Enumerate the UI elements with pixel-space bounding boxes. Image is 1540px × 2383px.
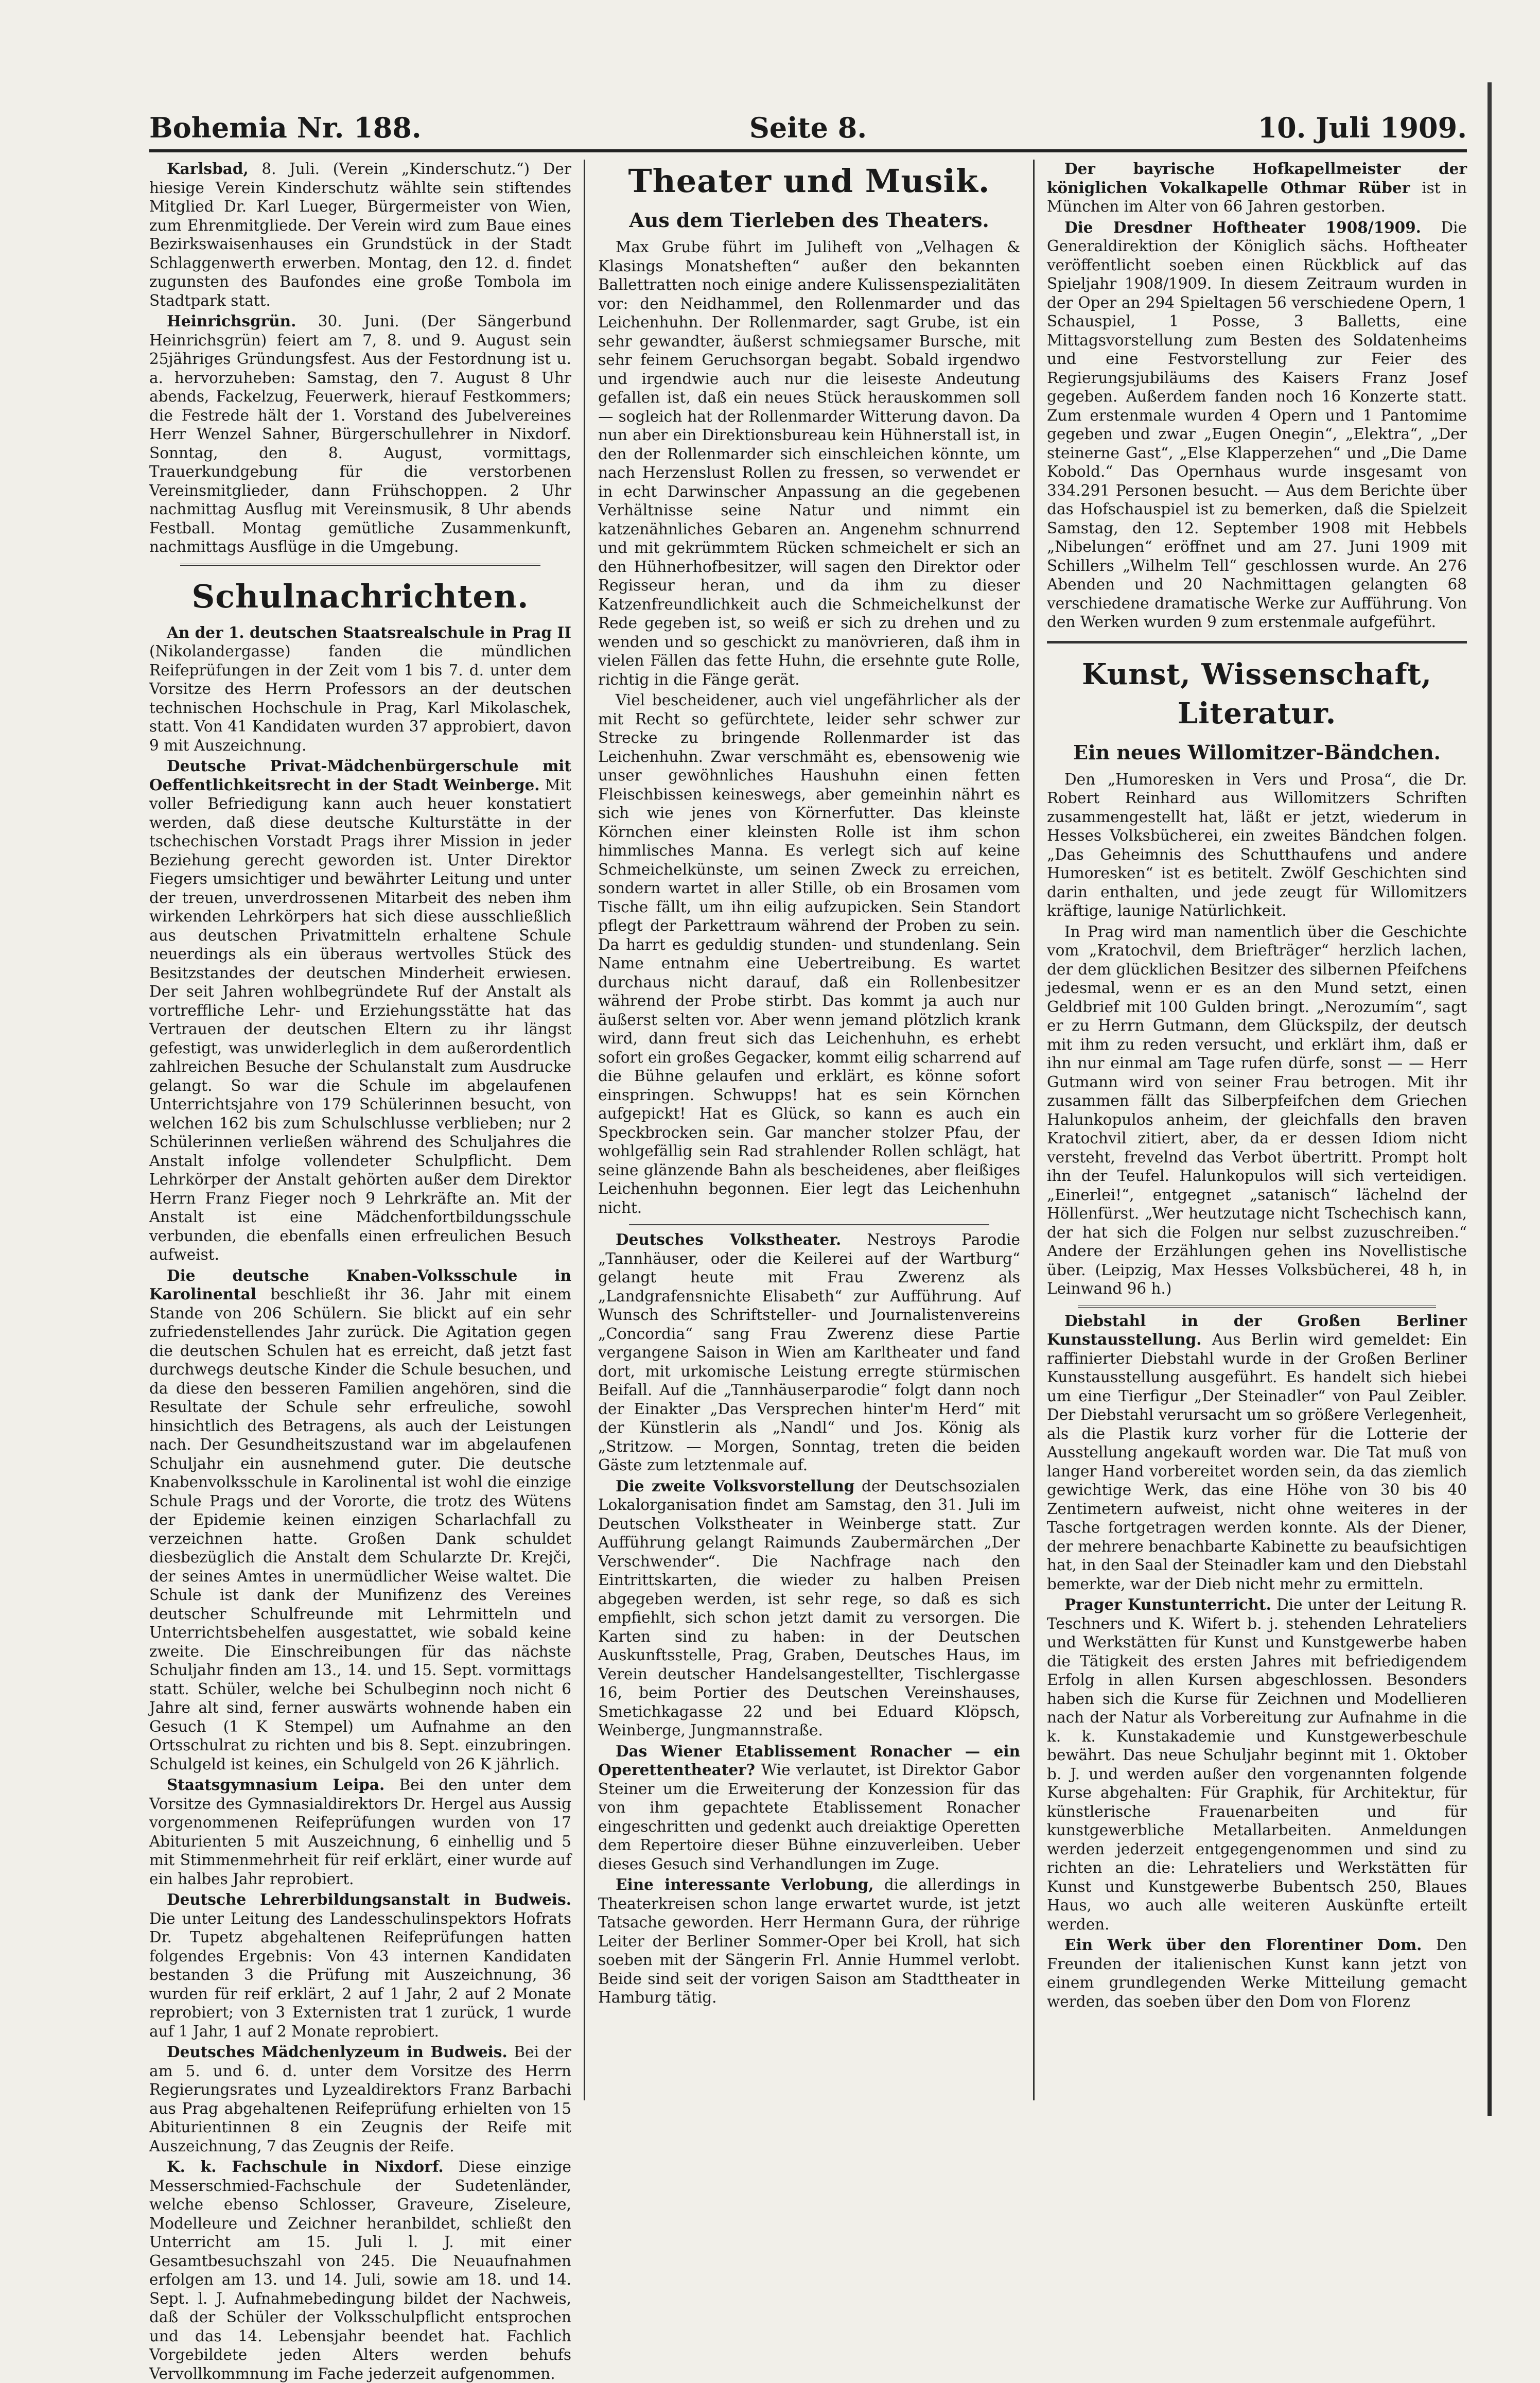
news-item: Das Wiener Etablissement Ronacher — ein Operettentheater? Wie verlautet, ist Direktor Gabor Steiner um die Erweiterung der Konzession für das von ihm gepachtete Etablissement Ronacher eingeschritten und gedenkt auch dreiaktige Operetten dem Repertoire dieser Bühne einzuverleiben. Ueber dieses Gesuch sind Verhandlungen im Zuge. xyxy=(598,1742,1020,1873)
article-paragraph: Viel bescheidener, auch viel ungefährlicher als der mit Recht so gefürchtete, leider sehr schwer zur Strecke zu bringende Rollenmarder ist das Leichenhuhn. Zwar verschmäht es, ebensowenig wie unser gewöhnliches Haushuhn einen fetten Fleischbissen keineswegs, aber gemeinhin nährt es sich wie jenes von Körnerfutter. Das kleinste Körnchen einer kleinsten Rolle ist ihm schon himmlisches Manna. Es verlegt sich auf keine Schmeichelkünste, um seinen Zweck zu erreichen, sondern wartet in aller Stille, ob ein Brosamen vom Tische fällt, um ihn eilig aufzupicken. Sein Standort pflegt der Parkettraum während der Proben zu sein. Da harrt es geduldig stunden- und stundenlang. Sein Name entnahm eine Uebertreibung. Es wartet durchaus nicht darauf, daß ein Rollenbesitzer während der Probe stirbt. Das kommt ja auch nur äußerst selten vor. Aber wenn jemand plötzlich krank wird, dann freut sich das Leichenhuhn, es erhebt sofort ein großes Gegacker, kommt eilig scharrend auf die Bühne gelaufen und erklärt, es könne sofort einspringen. Schwupps! hat es sein Körnchen aufgepickt! Hat es Glück, so kann es auch ein Speckbrocken sein. Gar mancher stolzer Pfau, der wohlgefällig sein Rad strahlender Rollen schlägt, hat seine glänzende Bahn als bescheidenes, aber fleißiges Leichenhuhn begonnen. Eier legt das Leichenhuhn nicht. xyxy=(598,691,1020,1216)
header-date: 10. Juli 1909. xyxy=(1257,111,1467,144)
news-item: K. k. Fachschule in Nixdorf. Diese einzige Messerschmied-Fachschule der Sudetenländer, welche ebenso Schlosser, Graveure, Ziseleure, Modelleure und Zeichner heranbildet, schließt den Unterricht am 15. Juli l. J. mit einer Gesamtbesuchszahl von 245. Die Neuaufnahmen erfolgen am 13. und 14. Juli, sowie am 18. und 14. Sept. l. J. Aufnahmebedingung bildet der Nachweis, daß der Schüler der Volksschulpflicht entsprochen und das 14. Lebensjahr beendet hat. Fachlich Vorgebildete jeden Alters werden behufs Vervollkommnung im Fache jederzeit aufgenommen. xyxy=(149,2158,571,2382)
news-item: Staatsgymnasium Leipa. Bei den unter dem Vorsitze des Gymnasialdirektors Dr. Hergel aus Aussig vorgenommenen Reifeprüfungen wurden von 17 Abiturienten 5 mit Auszeichnung, 6 einhellig und 5 mit Stimmenmehrheit für reif erklärt, einer wurde auf ein halbes Jahr reprobiert. xyxy=(149,1776,571,1888)
section-divider xyxy=(180,564,540,566)
news-item: Deutsche Lehrerbildungsanstalt in Budweis. Die unter Leitung des Landesschulinspektors Hofrats Dr. Tupetz abgehaltenen Reifeprüfungen hatten folgendes Ergebnis: Von 43 internen Kandidaten bestanden 3 die Prüfung mit Auszeichnung, 36 wurden für reif erklärt, 2 auf 1 Jahr, 2 auf 2 Monate reprobiert; von 3 Externisten trat 1 zurück, 1 wurde auf 1 Jahr, 1 auf 2 Monate reprobiert. xyxy=(149,1890,571,2040)
article-paragraph: Max Grube führt im Juliheft von „Velhagen & Klasings Monatsheften“ außer den bekannten Ballettratten noch einige andere Kulissenspezialitäten vor: den Neidhammel, den Rollenmarder und das Leichenhuhn. Der Rollenmarder, sagt Grube, ist ein sehr gewandter, äußerst schmiegsamer Bursche, mit sehr feinem Geruchsorgan begabt. Sobald irgendwo und irgendwie auch nur die leiseste Andeutung gefallen ist, daß ein neues Stück herauskommen soll — sogleich hat der Rollenmarder Witterung davon. Da nun aber ein Direktionsbureau kein Hühnerstall ist, in den der Rollenmarder sich einschleichen könnte, um nach Herzenslust Rollen zu fressen, so verwendet er in echt Darwinscher Anpassung an die gegebenen Verhältnisse seine Natur und nimmt ein katzenähnliches Gebaren an. Angenehm schnurrend und mit gekrümmtem Rücken schmeichelt er sich an den Hühnerhofbesitzer, will sagen den Direktor oder Regisseur heran, und da ihm zu dieser Katzenfreundlichkeit auch die Schmeichelkunst der Rede gegeben ist, so weiß er sich zu drehen und zu wenden und so geschickt zu manövrieren, daß ihm in vielen Fällen das fette Huhn, die ersehnte gute Rolle, richtig in die Fänge gerät. xyxy=(598,238,1020,688)
article-heading: Ein neues Willomitzer-Bändchen. xyxy=(1073,740,1441,764)
section-heading-schulnachrichten: Schulnachrichten. xyxy=(191,577,529,615)
news-item: Die Dresdner Hoftheater 1908/1909. Die Generaldirektion der Königlich sächs. Hoftheater veröffentlicht soeben einen Rückblick auf das Spieljahr 1908/1909. In diesem Zeitraum wurden in der Oper an 294 Spieltagen 56 verschiedene Opern, 1 Schauspiel, 1 Posse, 3 Balletts, eine Mittagsvorstellung zum Besten des Soldatenheims und eine Festvorstellung zur Feier des Regierungsjubiläums des Kaisers Franz Josef gegeben. Außerdem fanden noch 16 Konzerte statt. Zum erstenmale wurden 4 Opern und 1 Pantomime gegeben und zwar „Eugen Onegin“, „Elektra“, „Der steinerne Gast“, „Else Klapperzehen“ und „Die Dame Kobold.“ Das Opernhaus wurde insgesamt von 334.291 Personen besucht. — Aus dem Berichte über das Hofschauspiel ist zu bemerken, daß die Spielzeit Samstag, den 12. September 1908 mit Hebbels „Nibelungen“ eröffnet und am 27. Juni 1909 mit Schillers „Wilhelm Tell“ geschlossen wurde. An 276 Abenden und 20 Nachmittagen gelangten 68 verschiedene dramatische Werke zur Aufführung. Von den Werken wurden 9 zum erstenmale aufgeführt. xyxy=(1047,218,1467,631)
news-item: Prager Kunstunterricht. Die unter der Leitung R. Teschners und K. Wifert b. j. stehenden Lehrateliers und Werkstätten für Kunst und Kunstgewerbe haben die Tätigkeit des ersten Jahres mit befriedigendem Erfolg in allen Kursen abgeschlossen. Besonders haben sich die Kurse für Zeichnen und Modellieren nach der Natur als Vorbereitung zur Aufnahme in die k. k. Kunstakademie und Kunstgewerbeschule bewährt. Das neue Schuljahr beginnt mit 1. Oktober b. J. und werden außer den vorgenannten folgende Kurse abgehalten: Für Graphik, für Architektur, für künstlerische Frauenarbeiten und für kunstgewerbliche Metallarbeiten. Anmeldungen werden jederzeit entgegengenommen und sind zu richten an die: Lehrateliers und Werkstätten für Kunst und Kunstgewerbe Bubentsch 250, Blaues Haus, wo auch alle weiteren Auskünfte erteilt werden. xyxy=(1047,1595,1467,1933)
news-item: Diebstahl in der Großen Berliner Kunstausstellung. Aus Berlin wird gemeldet: Ein raffinierter Diebstahl wurde in der Großen Berliner Kunstausstellung ausgeführt. Es handelt sich hiebei um eine Tierfigur „Der Steinadler“ von Paul Zeibler. Der Diebstahl verursacht um so größere Verlegenheit, als die Plastik kurz vorher für die Lotterie der Ausstellung angekauft worden war. Die Tat muß von langer Hand vorbereitet worden sein, da das ziemlich gewichtige Werk, das eine Höhe von 30 bis 40 Zentimetern aufweist, nicht ohne weiteres in der Tasche fortgetragen werden konnte. Als der Diener, der mehrere benachbarte Kabinette zu beaufsichtigen hat, in den Saal der Steinadler kam und den Diebstahl bemerkte, war der Dieb nicht mehr zu ermitteln. xyxy=(1047,1311,1467,1593)
newspaper-page xyxy=(149,103,1467,2382)
header-publication: Bohemia Nr. 188. xyxy=(149,111,422,144)
news-item: Ein Werk über den Florentiner Dom. Den Freunden der italienischen Kunst kann jetzt von einem grundlegenden Werke Mitteilung gemacht werden, das soeben über den Dom von Florenz xyxy=(1047,1936,1467,2010)
section-divider xyxy=(629,1224,989,1226)
section-divider xyxy=(1047,641,1467,643)
column-3 xyxy=(1047,160,1467,2100)
section-heading-theater: Theater und Musik. xyxy=(628,162,990,200)
news-item: Deutsches Mädchenlyzeum in Budweis. Bei der am 5. und 6. d. unter dem Vorsitze des Herrn Regierungsrates und Lyzealdirektors Franz Barbachi aus Prag abgehaltenen Reifeprüfung erhielten von 15 Abiturientinnen 8 ein Zeugnis der Reife mit Auszeichnung, 7 das Zeugnis der Reife. xyxy=(149,2043,571,2155)
scan-edge-shadow xyxy=(1487,82,1492,2116)
article-paragraph: In Prag wird man namentlich über die Geschichte vom „Kratochvil, dem Briefträger“ herzlich lachen, der dem glücklichen Besitzer des silbernen Pfeifchens jedesmal, wenn er es an den Mund setzt, einen Geldbrief mit 100 Gulden bringt. „Nerozumím“, sagt er zu Herrn Gutmann, dem Glückspilz, der deutsch mit ihm zu reden versucht, und erklärt ihm, daß er ihn nur einmal am Tage rufen dürfe, sonst — — Herr Gutmann wird von seiner Frau betrogen. Mit ihr zusammen fällt das Silberpfeifchen dem Griechen Halunkopulos anheim, der gleichfalls den braven Kratochvil zitiert, aber, da er dessen Idiom nicht versteht, frevelnd das Verbot übertritt. Prompt holt ihn der Teufel. Halunkopulos will sich verteidigen. „Einerlei!“, entgegnet „satanisch“ lächelnd der Höllenfürst. „Wer heutzutage nicht Tschechisch kann, der hat sich die Folgen nur selbst zuzuschreiben.“ Andere der Erzählungen gehen ins Novellistische über. (Leipzig, Max Hesses Volksbücherei, 48 h, in Leinwand 96 h.) xyxy=(1047,923,1467,1297)
section-heading-kunst: Kunst, Wissenschaft, Literatur. xyxy=(1082,657,1432,730)
column-rule xyxy=(584,160,585,2100)
news-item: Die zweite Volksvorstellung der Deutschsozialen Lokalorganisation findet am Samstag, den 31. Juli im Deutschen Volkstheater in Weinberge statt. Zur Aufführung gelangt Raimunds Zaubermärchen „Der Verschwender“. Die Nachfrage nach den Eintrittskarten, die wieder zu halben Preisen abgegeben werden, ist sehr rege, so daß es sich empfiehlt, sich schon jetzt damit zu versorgen. Die Karten sind zu haben: in der Deutschen Auskunftsstelle, Prag, Graben, Deutsches Haus, im Verein deutscher Handelsangestellter, Tischlergasse 16, beim Portier des Deutschen Vereinshauses, Smetichkagasse 22 und bei Eduard Klöpsch, Weinberge, Jungmannstraße. xyxy=(598,1476,1020,1739)
news-item: Karlsbad, 8. Juli. (Verein „Kinderschutz.“) Der hiesige Verein Kinderschutz wählte sein stiftendes Mitglied Dr. Karl Lueger, Bürgermeister von Wien, zum Ehrenmitgliede. Der Verein wird zum Baue eines Bezirkswaisenhauses ein Grundstück in der Stadt Schlaggenwerth erwerben. Montag, den 12. d. findet zugunsten des Baufondes eine große Tombola im Stadtpark statt. xyxy=(149,160,571,309)
article-heading: Aus dem Tierleben des Theaters. xyxy=(629,208,989,232)
section-divider xyxy=(1078,1306,1436,1308)
news-item: Eine interessante Verlobung, die allerdings in Theaterkreisen schon lange erwartet wurde, ist jetzt Tatsache geworden. Herr Hermann Gura, der rührige Leiter der Berliner Sommer-Oper bei Kroll, hat sich soeben mit der Sängerin Frl. Annie Hummel verlobt. Beide sind seit der vorigen Saison am Stadttheater in Hamburg tätig. xyxy=(598,1875,1020,2006)
page-header xyxy=(149,103,1467,152)
header-page-number: Seite 8. xyxy=(749,111,867,144)
news-item: Deutsche Privat-Mädchenbürgerschule mit Oeffentlichkeitsrecht in der Stadt Weinberge. Mit voller Befriedigung kann auch heuer konstatiert werden, daß diese deutsche Kulturstätte in der tschechischen Vorstadt Prags ihrer Mission in jeder Beziehung gerecht geworden ist. Unter Direktor Fiegers umsichtiger und bewährter Leitung und unter der treuen, unverdrossenen Mitarbeit des neben ihm wirkenden Lehrkörpers hat sich diese ausschließlich aus deutschen Privatmitteln erhaltene Schule neuerdings als ein überaus wertvolles Stück des Besitzstandes der deutschen Minderheit erwiesen. Der seit Jahren wohlbegründete Ruf der Anstalt als vortreffliche Lehr- und Erziehungsstätte hat das Vertrauen der deutschen Eltern zu ihr längst gefestigt, was unwiderleglich in dem außerordentlich zahlreichen Besuche der Schulanstalt zum Ausdrucke gelangt. So war die Schule im abgelaufenen Unterrichtsjahre von 179 Schülerinnen besucht, von welchen 162 bis zum Schulschlusse verblieben; nur 2 Schülerinnen verließen während des Schuljahres die Anstalt infolge vollendeter Schulpflicht. Dem Lehrkörper der Anstalt gehörten außer dem Direktor Herrn Franz Fieger noch 9 Lehrkräfte an. Mit der Anstalt ist eine Mädchenfortbildungsschule verbunden, die ebenfalls einen erfreulichen Besuch aufweist. xyxy=(149,757,571,1263)
article-paragraph: Den „Humoresken in Vers und Prosa“, die Dr. Robert Reinhard aus Willomitzers Schriften zusammengestellt hat, läßt er jetzt, wiederum in Hesses Volksbücherei, ein zweites Bändchen folgen. „Das Geheimnis des Schutthaufens und andere Humoresken“ ist es betitelt. Zwölf Geschichten sind darin enthalten, und jede zeugt für Willomitzers kräftige, launige Natürlichkeit. xyxy=(1047,770,1467,919)
column-rule xyxy=(1033,160,1035,2100)
column-2 xyxy=(598,160,1020,2100)
news-item: An der 1. deutschen Staatsrealschule in Prag II (Nikolandergasse) fanden die mündlichen Reifeprüfungen in der Zeit vom 1 bis 7. d. unter dem Vorsitze des Herrn Professors an der deutschen technischen Hochschule in Prag, Karl Mikolaschek, statt. Von 41 Kandidaten wurden 37 approbiert, davon 9 mit Auszeichnung. xyxy=(149,623,571,754)
news-item: Die deutsche Knaben-Volksschule in Karolinental beschließt ihr 36. Jahr mit einem Stande von 206 Schülern. Sie blickt auf ein sehr zufriedenstellendes Jahr zurück. Die Agitation gegen die deutschen Schulen hat es erreicht, daß jetzt fast durchwegs deutsche Kinder die Schule besuchen, und da diese den besseren Familien angehören, sind die Resultate der Schule sehr erfreuliche, sowohl hinsichtlich des Betragens, als auch der Leistungen nach. Der Gesundheitszustand war im abgelaufenen Schuljahr ein ausnehmend guter. Die deutsche Knabenvolksschule in Karolinental ist wohl die einzige Schule Prags und der Vororte, die trotz des Wütens der Epidemie keinen einzigen Scharlachfall zu verzeichnen hatte. Großen Dank schuldet diesbezüglich die Anstalt dem Schularzte Dr. Krejči, der seines Amtes in unermüdlicher Weise waltet. Die Schule ist dank der Munifizenz des Vereines deutscher Schulfreunde mit Lehrmitteln und Unterrichtsbehelfen ausgestattet, wie sobald keine zweite. Die Einschreibungen für das nächste Schuljahr finden am 13., 14. und 15. Sept. vormittags statt. Schüler, welche bei Schulbeginn noch nicht 6 Jahre alt sind, ferner auswärts wohnende haben ein Gesuch (1 K Stempel) um Aufnahme an den Ortsschulrat zu richten und bis 8. Sept. einzubringen. Schulgeld ist keines, ein Schulgeld von 26 K jährlich. xyxy=(149,1266,571,1773)
news-item: Heinrichsgrün. 30. Juni. (Der Sängerbund Heinrichsgrün) feiert am 7, 8. und 9. August sein 25jähriges Gründungsfest. Aus der Festordnung ist u. a. hervorzuheben: Samstag, den 7. August 8 Uhr abends, Fackelzug, Feuerwerk, hierauf Festkommers; die Festrede hält der 1. Vorstand des Jubelvereines Herr Wenzel Sahner, Bürgerschullehrer in Nixdorf. Sonntag, den 8. August, vormittags, Trauerkundgebung für die verstorbenen Vereinsmitglieder, dann Frühschoppen. 2 Uhr nachmittag Ausflug mit Vereinsmusik, 8 Uhr abends Festball. Montag gemütliche Zusammenkunft, nachmittags Ausflüge in die Umgebung. xyxy=(149,312,571,555)
column-1 xyxy=(149,160,571,2382)
news-item: Deutsches Volkstheater. Nestroys Parodie „Tannhäuser, oder die Keilerei auf der Wartburg“ gelangt heute mit Frau Zwerenz als „Landgrafensnichte Elisabeth“ zur Aufführung. Auf Wunsch des Schriftsteller- und Journalistenvereins „Concordia“ sang Frau Zwerenz diese Partie vergangene Saison in Wien am Karltheater und fand dort, mit urkomische Leistung erregte stürmischen Beifall. Auf die „Tannhäuserparodie“ folgt dann noch der Einakter „Das Versprechen hinter'm Herd“ mit der Künstlerin als „Nandl“ und Jos. König als „Stritzow. — Morgen, Sonntag, treten die beiden Gäste zum letztenmale auf. xyxy=(598,1230,1020,1474)
news-item: Der bayrische Hofkapellmeister der königlichen Vokalkapelle Othmar Rüber ist in München im Alter von 66 Jahren gestorben. xyxy=(1047,160,1467,215)
